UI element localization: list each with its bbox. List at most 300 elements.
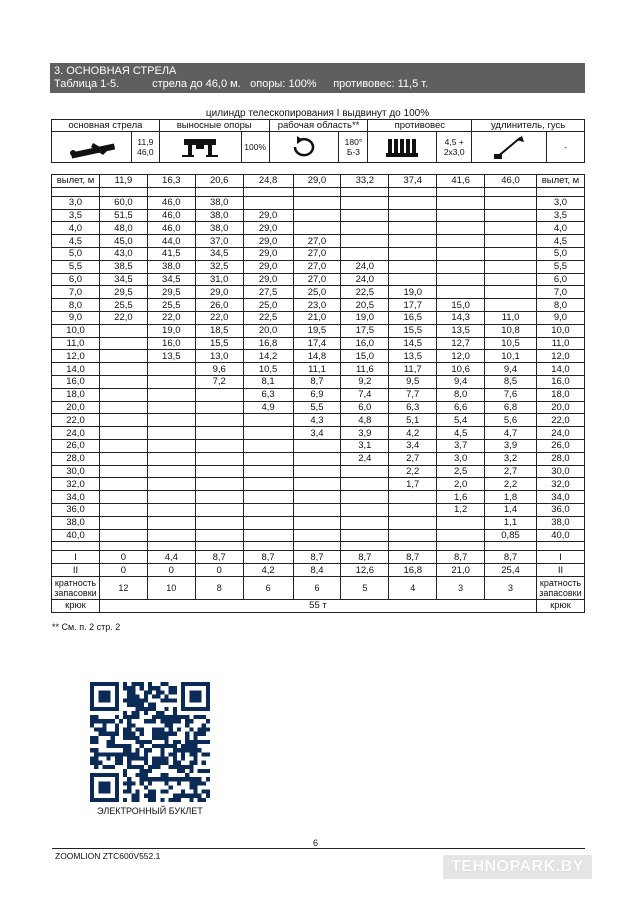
- table-cell: [195, 503, 243, 516]
- table-cell: 14,2: [243, 350, 293, 363]
- table-cell: [195, 516, 243, 529]
- table-cell: 24,0: [52, 427, 100, 440]
- table-cell: 5,5: [536, 260, 584, 273]
- table-cell: 16,0: [52, 375, 100, 388]
- table-cell: 46,0: [485, 175, 537, 188]
- table-cell: 0: [99, 551, 147, 564]
- table-cell: 12,0: [437, 350, 485, 363]
- config-header-extension: удлинитель, гусь: [472, 120, 585, 132]
- table-cell: 6,8: [485, 401, 537, 414]
- table-cell: [99, 337, 147, 350]
- table-cell: 10,1: [485, 350, 537, 363]
- table-cell: 8,7: [341, 551, 389, 564]
- table-cell: 10,8: [485, 324, 537, 337]
- footnote: ** См. п. 2 стр. 2: [52, 622, 121, 632]
- table-cell: 20,5: [341, 299, 389, 312]
- table-cell: 17,5: [341, 324, 389, 337]
- table-cell: II: [536, 564, 584, 577]
- table-cell: 26,0: [195, 299, 243, 312]
- table-cell: [147, 414, 195, 427]
- table-cell: [147, 478, 195, 491]
- table-cell: 27,0: [293, 247, 341, 260]
- table-cell: 2,7: [485, 465, 537, 478]
- reeving-value: 3: [437, 576, 485, 599]
- table-cell: 22,5: [341, 286, 389, 299]
- table-cell: 8,7: [293, 551, 341, 564]
- table-cell: 12,6: [341, 564, 389, 577]
- section-subtitle: [54, 78, 581, 91]
- table-cell: 5,5: [52, 260, 100, 273]
- table-cell: 19,0: [389, 286, 437, 299]
- table-cell: 1,8: [485, 491, 537, 504]
- boom-length: стрела до 46,0 м.: [152, 78, 241, 90]
- table-cell: 5,1: [389, 414, 437, 427]
- table-cell: [99, 478, 147, 491]
- table-cell: [52, 542, 100, 551]
- table-cell: [99, 401, 147, 414]
- table-cell: 36,0: [536, 503, 584, 516]
- table-row: [52, 363, 585, 376]
- table-cell: 1,4: [485, 503, 537, 516]
- table-cell: [99, 452, 147, 465]
- table-cell: [437, 260, 485, 273]
- reeving-value: 6: [243, 576, 293, 599]
- table-cell: 51,5: [99, 209, 147, 222]
- table-cell: 4,2: [243, 564, 293, 577]
- table-cell: 32,0: [52, 478, 100, 491]
- table-cell: 2,2: [485, 478, 537, 491]
- table-cell: 31,0: [195, 273, 243, 286]
- table-cell: 37,4: [389, 175, 437, 188]
- table-cell: 3,0: [536, 196, 584, 209]
- table-cell: [99, 529, 147, 542]
- area-angle: 180°: [344, 137, 363, 147]
- table-cell: 28,0: [536, 452, 584, 465]
- qr-caption: ЭЛЕКТРОННЫЙ БУКЛЕТ: [97, 806, 203, 816]
- table-row: [52, 452, 585, 465]
- table-cell: 10,6: [437, 363, 485, 376]
- table-cell: 44,0: [147, 235, 195, 248]
- table-cell: I: [536, 551, 584, 564]
- outrigger-icon: [159, 132, 241, 163]
- table-cell: [389, 235, 437, 248]
- table-row: [52, 350, 585, 363]
- counterweight-status: противовес: 11,5 т.: [333, 78, 429, 90]
- table-cell: 17,4: [293, 337, 341, 350]
- table-cell: 15,5: [389, 324, 437, 337]
- table-cell: 11,0: [536, 337, 584, 350]
- table-cell: [437, 209, 485, 222]
- table-cell: 7,4: [341, 388, 389, 401]
- table-cell: [293, 222, 341, 235]
- table-cell: [293, 542, 341, 551]
- table-cell: [195, 427, 243, 440]
- table-cell: 6,3: [243, 388, 293, 401]
- table-cell: 4,4: [147, 551, 195, 564]
- table-cell: [389, 222, 437, 235]
- table-cell: 32,0: [536, 478, 584, 491]
- table-cell: [243, 427, 293, 440]
- config-header-boom: основная стрела: [52, 120, 160, 132]
- table-cell: [389, 187, 437, 196]
- table-cell: 34,5: [99, 273, 147, 286]
- table-cell: 8,7: [195, 551, 243, 564]
- hook-row: [52, 599, 585, 612]
- table-cell: [389, 209, 437, 222]
- reeving-label: [52, 576, 100, 599]
- table-cell: 6,0: [536, 273, 584, 286]
- watermark: TEHNOPARK.BY: [443, 855, 592, 879]
- table-cell: 9,0: [536, 311, 584, 324]
- table-cell: 17,7: [389, 299, 437, 312]
- table-cell: [389, 260, 437, 273]
- table-cell: 8,7: [485, 551, 537, 564]
- table-cell: 3,0: [52, 196, 100, 209]
- hook-value: 55 т: [99, 599, 536, 612]
- section-title: 3. ОСНОВНАЯ СТРЕЛА: [54, 65, 177, 77]
- table-cell: 6,0: [52, 273, 100, 286]
- table-cell: 11,0: [485, 311, 537, 324]
- reeving-value: 12: [99, 576, 147, 599]
- table-cell: 3,0: [437, 452, 485, 465]
- table-cell: 16,0: [147, 337, 195, 350]
- table-row: [52, 247, 585, 260]
- table-cell: 3,2: [485, 452, 537, 465]
- counterweight-base: 4,5 +: [444, 137, 464, 147]
- table-cell: [485, 187, 537, 196]
- table-cell: 46,0: [147, 222, 195, 235]
- table-cell: 2,0: [437, 478, 485, 491]
- table-cell: 1,7: [389, 478, 437, 491]
- table-cell: [437, 235, 485, 248]
- table-cell: 8,7: [243, 551, 293, 564]
- table-cell: [437, 273, 485, 286]
- table-cell: [147, 388, 195, 401]
- table-cell: [437, 196, 485, 209]
- footer-divider: [52, 848, 585, 849]
- table-cell: [389, 196, 437, 209]
- section-row: [52, 551, 585, 564]
- table-row: [52, 222, 585, 235]
- table-cell: [341, 209, 389, 222]
- table-cell: 18,5: [195, 324, 243, 337]
- table-cell: [389, 247, 437, 260]
- table-row: [52, 337, 585, 350]
- table-cell: [99, 375, 147, 388]
- table-cell: [147, 491, 195, 504]
- table-cell: 11,6: [341, 363, 389, 376]
- table-cell: 5,0: [52, 247, 100, 260]
- table-cell: [195, 452, 243, 465]
- table-cell: [243, 478, 293, 491]
- table-cell: 22,0: [99, 311, 147, 324]
- table-cell: [147, 542, 195, 551]
- table-cell: 32,5: [195, 260, 243, 273]
- table-cell: 30,0: [536, 465, 584, 478]
- table-cell: 4,5: [437, 427, 485, 440]
- config-header-area: рабочая область**: [269, 120, 368, 132]
- table-cell: 18,0: [536, 388, 584, 401]
- table-row: [52, 196, 585, 209]
- area-values: [339, 132, 368, 163]
- table-cell: 37,0: [195, 235, 243, 248]
- table-cell: 9,2: [341, 375, 389, 388]
- table-cell: [195, 478, 243, 491]
- table-cell: 3,4: [389, 439, 437, 452]
- reeving-value: 10: [147, 576, 195, 599]
- table-cell: 13,5: [437, 324, 485, 337]
- table-cell: [99, 414, 147, 427]
- table-row: [52, 491, 585, 504]
- table-cell: [293, 491, 341, 504]
- table-cell: [147, 529, 195, 542]
- table-cell: 25,0: [293, 286, 341, 299]
- table-cell: [147, 465, 195, 478]
- table-cell: 9,4: [437, 375, 485, 388]
- table-cell: 19,0: [341, 311, 389, 324]
- boom-values: [131, 132, 159, 163]
- table-cell: [293, 452, 341, 465]
- table-cell: [437, 247, 485, 260]
- outriggers-status: опоры: 100%: [250, 78, 317, 90]
- table-cell: 40,0: [536, 529, 584, 542]
- table-cell: 22,0: [147, 311, 195, 324]
- jib-icon: [472, 132, 547, 163]
- table-cell: вылет, м: [52, 175, 100, 188]
- table-cell: 13,5: [147, 350, 195, 363]
- table-cell: 25,5: [99, 299, 147, 312]
- table-cell: 38,0: [536, 516, 584, 529]
- table-row: [52, 401, 585, 414]
- table-cell: [99, 363, 147, 376]
- table-cell: 4,5: [536, 235, 584, 248]
- table-cell: 8,5: [485, 375, 537, 388]
- table-cell: 9,5: [389, 375, 437, 388]
- table-cell: [485, 542, 537, 551]
- boom-max: 46,0: [137, 147, 154, 157]
- page-number: 6: [313, 838, 319, 848]
- table-cell: 40,0: [52, 529, 100, 542]
- reeving-value: 4: [389, 576, 437, 599]
- table-cell: 10,5: [485, 337, 537, 350]
- table-cell: [195, 187, 243, 196]
- table-cell: 11,0: [52, 337, 100, 350]
- table-cell: 3,7: [437, 439, 485, 452]
- table-cell: 21,0: [437, 564, 485, 577]
- table-cell: [293, 478, 341, 491]
- table-cell: [293, 529, 341, 542]
- load-chart-table: [51, 174, 585, 613]
- table-cell: 38,0: [195, 222, 243, 235]
- table-cell: 4,8: [341, 414, 389, 427]
- table-cell: 29,0: [243, 247, 293, 260]
- table-cell: [195, 491, 243, 504]
- table-cell: 9,6: [195, 363, 243, 376]
- table-cell: 29,0: [243, 260, 293, 273]
- table-cell: [485, 209, 537, 222]
- table-cell: 4,7: [485, 427, 537, 440]
- table-cell: [341, 465, 389, 478]
- table-cell: [52, 187, 100, 196]
- table-cell: I: [52, 551, 100, 564]
- table-cell: 5,4: [437, 414, 485, 427]
- table-cell: 2,4: [341, 452, 389, 465]
- table-cell: [437, 187, 485, 196]
- table-cell: 7,7: [389, 388, 437, 401]
- table-cell: 3,9: [341, 427, 389, 440]
- table-cell: 8,4: [293, 564, 341, 577]
- table-cell: [341, 503, 389, 516]
- table-cell: 34,5: [195, 247, 243, 260]
- reeving-value: 8: [195, 576, 243, 599]
- table-cell: [389, 542, 437, 551]
- table-row: [52, 235, 585, 248]
- table-cell: [99, 491, 147, 504]
- reeving-label-line: кратность: [54, 577, 97, 588]
- table-cell: 22,0: [52, 414, 100, 427]
- table-cell: 38,0: [195, 196, 243, 209]
- table-cell: [99, 350, 147, 363]
- table-cell: 36,0: [52, 503, 100, 516]
- table-cell: 38,0: [195, 209, 243, 222]
- table-cell: 0,85: [485, 529, 537, 542]
- area-code: Б-3: [346, 147, 361, 157]
- table-cell: 29,0: [243, 235, 293, 248]
- table-cell: [341, 222, 389, 235]
- table-cell: 4,9: [243, 401, 293, 414]
- table-cell: [485, 235, 537, 248]
- table-cell: 8,1: [243, 375, 293, 388]
- table-cell: 3,5: [536, 209, 584, 222]
- table-number: Таблица 1-5.: [54, 78, 120, 90]
- table-cell: [243, 529, 293, 542]
- table-cell: [389, 491, 437, 504]
- table-cell: 10,0: [52, 324, 100, 337]
- table-cell: [341, 235, 389, 248]
- table-row: [52, 427, 585, 440]
- table-cell: 12,7: [437, 337, 485, 350]
- table-cell: 16,0: [341, 337, 389, 350]
- table-row: [52, 503, 585, 516]
- table-cell: 48,0: [99, 222, 147, 235]
- table-row: [52, 375, 585, 388]
- table-cell: 8,0: [52, 299, 100, 312]
- table-row: [52, 209, 585, 222]
- reeving-label-line: кратность: [539, 577, 582, 588]
- config-header-counterweight: противовес: [368, 120, 472, 132]
- table-cell: 5,0: [536, 247, 584, 260]
- table-cell: 29,0: [243, 273, 293, 286]
- table-cell: 60,0: [99, 196, 147, 209]
- table-cell: [147, 401, 195, 414]
- table-cell: 16,8: [389, 564, 437, 577]
- table-cell: [99, 542, 147, 551]
- table-cell: 5,6: [485, 414, 537, 427]
- table-cell: [293, 439, 341, 452]
- table-cell: 22,0: [195, 311, 243, 324]
- table-cell: 15,5: [195, 337, 243, 350]
- table-cell: [341, 247, 389, 260]
- table-cell: 25,0: [243, 299, 293, 312]
- table-cell: 26,0: [536, 439, 584, 452]
- table-cell: 16,8: [243, 337, 293, 350]
- table-cell: 30,0: [52, 465, 100, 478]
- table-cell: [99, 388, 147, 401]
- counterweight-icon: [368, 132, 437, 163]
- table-cell: 6,3: [389, 401, 437, 414]
- table-cell: 20,6: [195, 175, 243, 188]
- table-cell: [243, 503, 293, 516]
- table-cell: 0: [195, 564, 243, 577]
- section-header: [50, 63, 585, 93]
- table-row: [52, 439, 585, 452]
- table-row: [52, 273, 585, 286]
- table-cell: [99, 465, 147, 478]
- table-cell: [147, 516, 195, 529]
- table-row: [52, 311, 585, 324]
- table-cell: 29,5: [99, 286, 147, 299]
- table-cell: [195, 414, 243, 427]
- table-cell: [536, 187, 584, 196]
- table-cell: 4,0: [52, 222, 100, 235]
- table-cell: 0: [147, 564, 195, 577]
- counterweight-values: [437, 132, 472, 163]
- table-cell: 6,6: [437, 401, 485, 414]
- table-cell: 11,7: [389, 363, 437, 376]
- table-cell: 8,7: [389, 551, 437, 564]
- table-cell: 2,5: [437, 465, 485, 478]
- table-cell: [485, 260, 537, 273]
- table-cell: [243, 196, 293, 209]
- config-header-outriggers: выносные опоры: [159, 120, 269, 132]
- table-cell: 24,8: [243, 175, 293, 188]
- table-cell: [195, 439, 243, 452]
- table-cell: [341, 529, 389, 542]
- table-cell: 14,8: [293, 350, 341, 363]
- hook-label: крюк: [52, 599, 100, 612]
- table-cell: 1,6: [437, 491, 485, 504]
- table-cell: 27,0: [293, 273, 341, 286]
- table-cell: [147, 503, 195, 516]
- table-cell: 43,0: [99, 247, 147, 260]
- table-cell: [243, 491, 293, 504]
- table-cell: 26,0: [52, 439, 100, 452]
- table-cell: 4,3: [293, 414, 341, 427]
- table-cell: 33,2: [341, 175, 389, 188]
- table-cell: 38,5: [99, 260, 147, 273]
- table-cell: 3,1: [341, 439, 389, 452]
- table-cell: 11,1: [293, 363, 341, 376]
- table-cell: [195, 465, 243, 478]
- table-cell: [99, 516, 147, 529]
- table-cell: 1,2: [437, 503, 485, 516]
- table-cell: 25,5: [147, 299, 195, 312]
- table-cell: [341, 187, 389, 196]
- table-cell: 8,7: [293, 375, 341, 388]
- footer-model: ZOOMLION ZTC600V552.1: [55, 851, 161, 861]
- table-cell: 0: [99, 564, 147, 577]
- table-row: [52, 299, 585, 312]
- table-cell: 12,0: [536, 350, 584, 363]
- rotation-icon: [269, 132, 339, 163]
- table-cell: 20,0: [243, 324, 293, 337]
- table-cell: 11,9: [99, 175, 147, 188]
- table-cell: 16,3: [147, 175, 195, 188]
- table-cell: 3,5: [52, 209, 100, 222]
- table-cell: 24,0: [341, 273, 389, 286]
- table-cell: [437, 516, 485, 529]
- table-cell: [195, 388, 243, 401]
